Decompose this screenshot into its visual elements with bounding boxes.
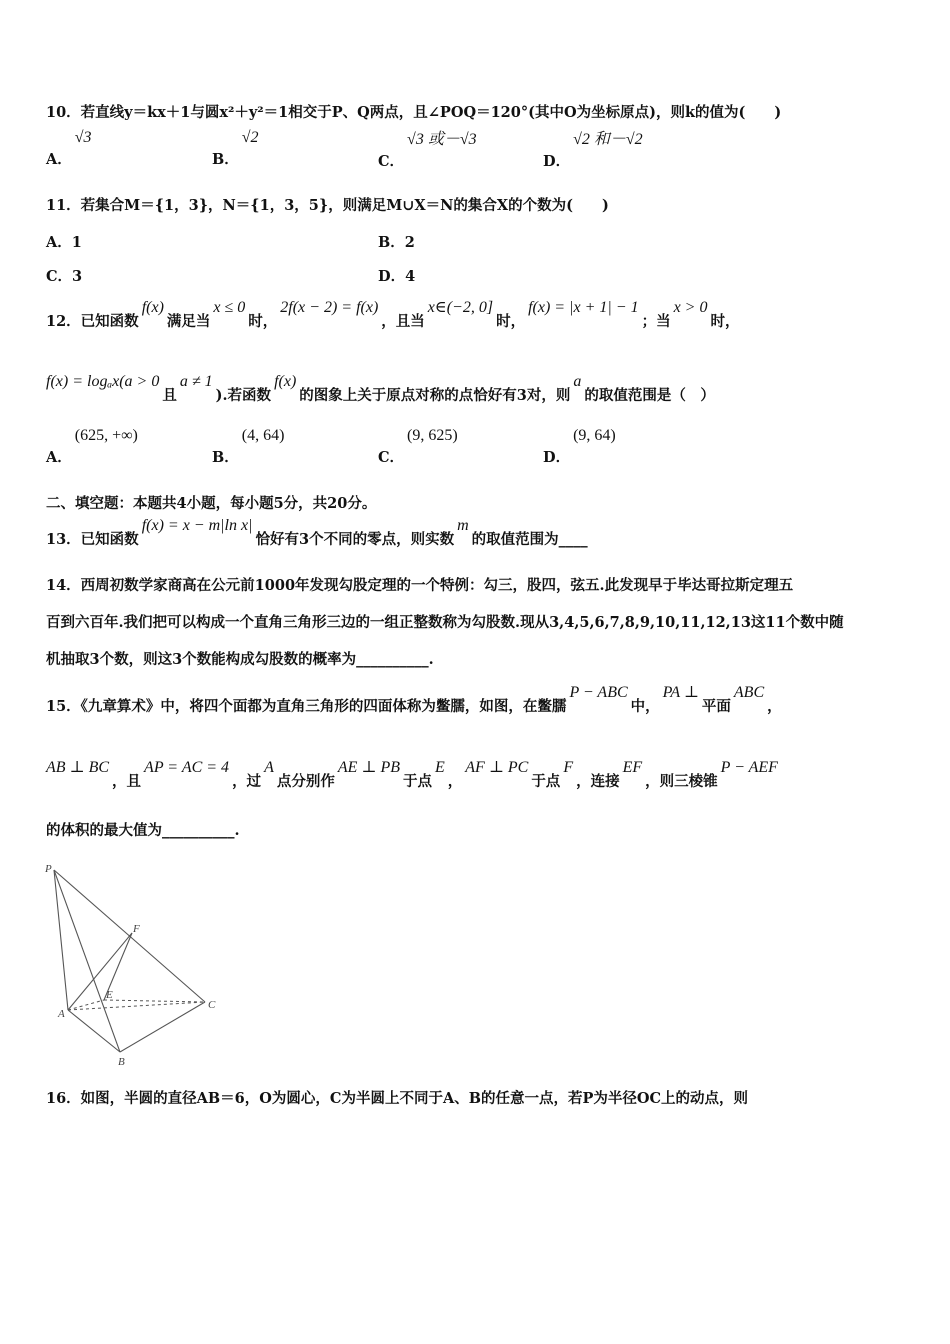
q12-p3: 时， xyxy=(248,313,278,330)
edge-bc xyxy=(120,1002,205,1052)
label-c: C xyxy=(208,999,216,1011)
q10-option-d-letter: D． xyxy=(543,153,571,170)
q10-option-b-letter: B． xyxy=(212,151,239,168)
q15-m8: E xyxy=(434,759,445,776)
tetrahedron-diagram xyxy=(40,860,225,1075)
q11-option-a-letter: A． xyxy=(46,234,72,251)
q12-m8: a ≠ 1 xyxy=(179,373,213,390)
q15-p5: ，且 xyxy=(112,773,142,790)
q12-p2: 满足当 xyxy=(166,313,211,330)
q16-stem: 16．如图，半圆的直径AB＝6，O为圆心，C为半圆上不同于A、B的任意一点，若P为半径OC上的动点，则 xyxy=(46,1090,749,1107)
label-b: B xyxy=(118,1056,125,1068)
q10-option-d-value: √2 和－√2 xyxy=(573,131,643,148)
q12-option-c xyxy=(378,427,461,466)
edge-ac-dashed xyxy=(68,1002,205,1010)
q15-m2: PA ⊥ xyxy=(662,684,699,701)
q12-option-c-letter: C． xyxy=(378,449,405,466)
q15-m5: AP = AC = 4 xyxy=(144,759,230,776)
label-f: F xyxy=(133,923,140,935)
q15-p9: ， xyxy=(447,773,463,790)
q12-m3: 2f(x − 2) = f(x) xyxy=(280,299,379,316)
q12-option-a xyxy=(46,427,141,466)
q12-option-d-value: (9, 64) xyxy=(573,427,616,444)
q12-option-b-letter: B． xyxy=(212,449,239,466)
q15-m11: EF xyxy=(622,759,643,776)
q11-option-c xyxy=(46,265,82,286)
q10-option-c-letter: C． xyxy=(378,153,405,170)
q15-line2 xyxy=(46,759,781,792)
label-a: A xyxy=(58,1008,65,1020)
q13-m1: f(x) = x − m|ln x| xyxy=(141,517,253,534)
q12-m5: f(x) = |x + 1| − 1 xyxy=(528,299,639,316)
q10-option-d xyxy=(543,131,646,170)
q15-m9: AF ⊥ PC xyxy=(465,759,529,776)
q10-option-c-value: √3 或－√3 xyxy=(407,131,477,148)
q15-m12: P − AEF xyxy=(720,759,778,776)
q15-m4: AB ⊥ BC xyxy=(46,759,110,776)
q15-m6: A xyxy=(264,759,274,776)
q14-line3: 机抽取3个数，则这3个数能构成勾股数的概率为__________. xyxy=(46,651,434,668)
edge-ec-dashed xyxy=(104,1000,205,1002)
q10-option-a-letter: A． xyxy=(46,151,72,168)
q12-m1: f(x) xyxy=(141,299,164,316)
q12-p1: 12．已知函数 xyxy=(46,313,139,330)
q15-p1: 15．《九章算术》中，将四个面都为直角三角形的四面体称为鳖臑，如图，在鳖臑 xyxy=(46,698,567,715)
q15-p7: 点分别作 xyxy=(276,773,335,790)
q12-option-d xyxy=(543,427,619,466)
q15-p6: ，过 xyxy=(232,773,262,790)
q15-p10: 于点 xyxy=(531,773,561,790)
q15-p2: 中， xyxy=(630,698,660,715)
q12-p6: ；当 xyxy=(641,313,671,330)
q11-option-b-value: 2 xyxy=(404,234,415,251)
q12-line2 xyxy=(46,373,715,406)
q12-m4: x∈(−2, 0] xyxy=(427,299,494,316)
q12-option-d-letter: D． xyxy=(543,449,571,466)
q10-option-b xyxy=(212,129,262,168)
q11-option-d-value: 4 xyxy=(405,268,416,285)
section-2-heading: 二、填空题：本题共4小题，每小题5分，共20分。 xyxy=(46,495,377,512)
q15-p8: 于点 xyxy=(402,773,432,790)
q15-m7: AE ⊥ PB xyxy=(337,759,400,776)
q15-p4: ， xyxy=(767,698,782,715)
q12-option-c-value: (9, 625) xyxy=(407,427,458,444)
q13-line xyxy=(46,517,588,550)
q12-m2: x ≤ 0 xyxy=(213,299,246,316)
q12-m9: f(x) xyxy=(274,373,297,390)
q10-stem: 10．若直线y＝kx＋1与圆x²＋y²＝1相交于P、Q两点，且∠POQ＝120°(其中O为坐标原点)，则k的值为( ) xyxy=(46,104,782,121)
q13-p2: 恰好有3个不同的零点，则实数 xyxy=(255,531,455,548)
q11-option-a-value: 1 xyxy=(71,234,82,251)
q11-option-a xyxy=(46,231,82,252)
q12-p7: 时， xyxy=(710,313,740,330)
q15-m3: ABC xyxy=(733,684,765,701)
q11-option-b-letter: B． xyxy=(378,234,405,251)
q11-stem: 11．若集合M＝{1，3}，N＝{1，3，5}，则满足M∪X＝N的集合X的个数为( ) xyxy=(46,197,609,214)
q12-m10: a xyxy=(573,373,582,390)
q15-line1 xyxy=(46,684,782,717)
q13-p3: 的取值范围为____ xyxy=(471,531,588,548)
q15-m1: P − ABC xyxy=(569,684,628,701)
q12-option-a-value: (625, +∞) xyxy=(74,427,138,444)
q12-p4: ，且当 xyxy=(381,313,425,330)
label-e: E xyxy=(106,989,113,1001)
q12-p5: 时， xyxy=(496,313,526,330)
label-p: P xyxy=(45,863,52,875)
q14-line2: 百到六百年.我们把可以构成一个直角三角形三边的一组正整数称为勾股数.现从3,4,5,6,7,8,9,10,11,12,13这11个数中随 xyxy=(46,614,844,631)
q11-option-c-letter: C． xyxy=(46,268,73,285)
q15-line3: 的体积的最大值为__________. xyxy=(46,822,240,839)
q11-option-d xyxy=(378,265,415,286)
q12-option-b-value: (4, 64) xyxy=(241,427,285,444)
q10-option-c xyxy=(378,131,480,170)
q13-m2: m xyxy=(457,517,469,534)
q15-p12: ，则三棱锥 xyxy=(645,773,718,790)
q12-p8: 且 xyxy=(162,387,177,404)
q12-line1 xyxy=(46,299,740,332)
q15-m10: F xyxy=(563,759,574,776)
q12-option-b xyxy=(212,427,287,466)
q12-p9: ).若函数 xyxy=(215,387,272,404)
q10-option-a xyxy=(46,129,95,168)
q14-line1: 14．西周初数学家商高在公元前1000年发现勾股定理的一个特例：勾三，股四，弦五.此发现早于毕达哥拉斯定理五 xyxy=(46,577,794,594)
q11-option-b xyxy=(378,231,415,252)
q12-p11: 的取值范围是（ ） xyxy=(584,387,715,404)
q10-option-b-value: √2 xyxy=(241,129,259,146)
q15-p11: ，连接 xyxy=(576,773,620,790)
q12-m6: x > 0 xyxy=(673,299,708,316)
q11-option-c-value: 3 xyxy=(72,268,83,285)
q12-p10: 的图象上关于原点对称的点恰好有3对，则 xyxy=(299,387,571,404)
q12-option-a-letter: A． xyxy=(46,449,72,466)
q12-m7: f(x) = logₐx(a > 0 xyxy=(46,373,160,390)
q13-p1: 13．已知函数 xyxy=(46,531,139,548)
q11-option-d-letter: D． xyxy=(378,268,406,285)
edge-pa xyxy=(54,870,68,1010)
q15-p3: 平面 xyxy=(701,698,731,715)
q10-option-a-value: √3 xyxy=(74,129,92,146)
